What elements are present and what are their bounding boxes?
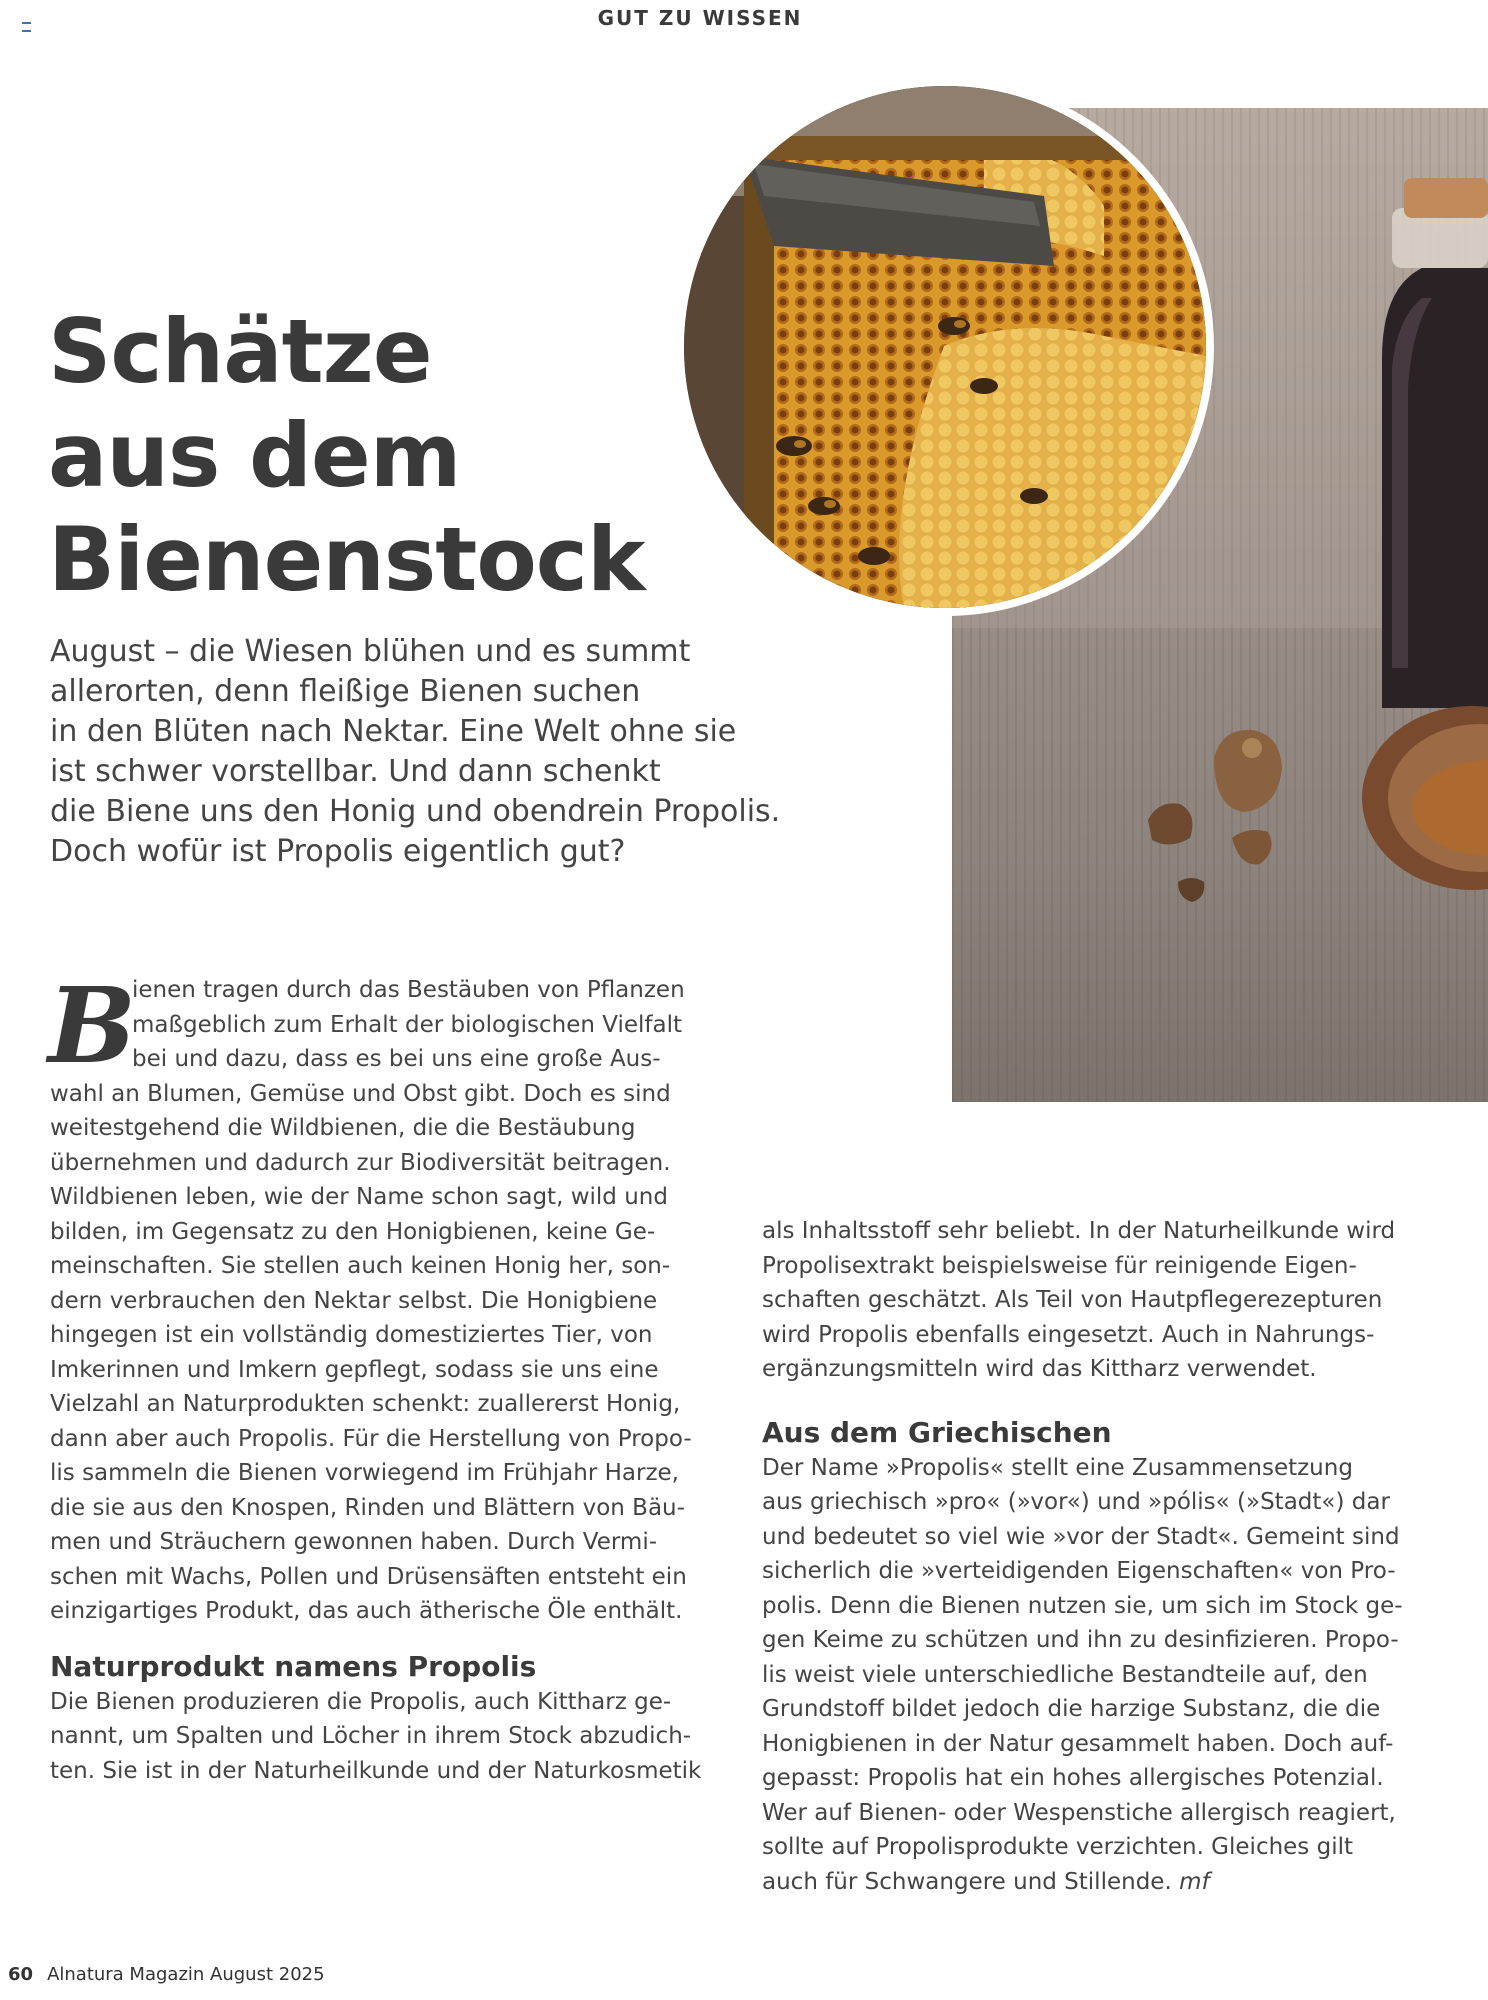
intro-text [50,632,810,872]
headline-line: aus dem [48,404,461,507]
body-line: schen mit Wachs, Pollen und Drüsensäften entsteht ein [50,1563,687,1590]
intro-line: die Biene uns den Honig und obendrein Propolis. [50,794,781,829]
body-line: bei und dazu, dass es bei uns eine große Aus- [132,1046,661,1072]
body-line: übernehmen und dadurch zur Biodiversität beitragen. [50,1149,671,1176]
body-line: Propolisextrakt beispielsweise für reinigende Eigen- [762,1252,1357,1279]
page-number: 60 [8,1964,34,1985]
subheading-greek: Aus dem Griechischen [762,1415,1112,1449]
body-line: und bedeutet so viel wie »vor der Stadt«. Gemeint sind [762,1523,1400,1550]
body-line: Vielzahl an Naturprodukten schenkt: zuallererst Honig, [50,1391,681,1417]
body-line: lis weist viele unterschiedliche Bestandteile auf, den [762,1661,1368,1688]
headline [48,300,645,612]
body-line-last [762,1865,1412,1900]
body-line: Der Name »Propolis« stellt eine Zusammensetzung [762,1454,1353,1481]
honeycomb-photo [676,78,1214,616]
body-line: ten. Sie ist in der Naturheilkunde und der Naturkosmetik [50,1757,702,1784]
body-line: gen Keime zu schützen und ihn zu desinfizieren. Propo- [762,1627,1399,1653]
body-line: Grundstoff bildet jedoch die harzige Substanz, die die [762,1696,1381,1722]
body-line: ienen tragen durch das Bestäuben von Pflanzen [132,977,685,1003]
body-line: einzigartiges Produkt, das auch ätherische Öle enthält. [50,1598,683,1624]
body-line: bilden, im Gegensatz zu den Honigbienen, keine Ge- [50,1218,656,1245]
body-line: Imkerinnen und Imkern gepflegt, sodass sie uns eine [50,1356,659,1383]
intro-line: allerorten, denn fleißige Bienen suchen [50,674,641,709]
body-line: nannt, um Spalten und Löcher in ihrem Stock abzudich- [50,1723,692,1749]
intro-line: in den Blüten nach Nektar. Eine Welt ohne sie [50,714,737,749]
body-line: men und Sträuchern gewonnen haben. Durch Vermi- [50,1529,658,1555]
subheading-propolis: Naturprodukt namens Propolis [50,1649,537,1683]
headline-line: Schätze [48,300,432,403]
intro-line: Doch wofür ist Propolis eigentlich gut? [50,834,626,869]
body-line: hingegen ist ein vollständig domestiziertes Tier, von [50,1322,653,1348]
body-line: dann aber auch Propolis. Für die Herstellung von Propo- [50,1425,692,1452]
body-line: ergänzungsmitteln wird das Kittharz verwendet. [762,1356,1317,1382]
body-line: schaften geschätzt. Als Teil von Hautpflegerezepturen [762,1287,1383,1313]
body-line: weitestgehend die Wildbienen, die die Bestäubung [50,1115,636,1141]
body-line: lis sammeln die Bienen vorwiegend im Frühjahr Harze, [50,1460,679,1486]
publication-name: Alnatura Magazin August 2025 [47,1964,325,1985]
body-line: als Inhaltsstoff sehr beliebt. In der Naturheilkunde wird [762,1218,1396,1244]
body-line: die sie aus den Knospen, Rinden und Blättern von Bäu- [50,1494,685,1521]
body-line: gepasst: Propolis hat ein hohes allergisches Potenzial. [762,1765,1384,1791]
body-line: Wer auf Bienen- oder Wespenstiche allergisch reagiert, [762,1799,1396,1826]
body-line: meinschaften. Sie stellen auch keinen Honig her, son- [50,1253,671,1279]
body-column-left [50,973,700,1788]
section-label: GUT ZU WISSEN [597,6,803,30]
body-line: maßgeblich zum Erhalt der biologischen Vielfalt [132,1011,683,1038]
body-line: wird Propolis ebenfalls eingesetzt. Auch in Nahrungs- [762,1321,1375,1348]
body-column-right [762,1214,1412,1899]
body-line: wahl an Blumen, Gemüse und Obst gibt. Doch es sind [50,1080,671,1107]
last-line-text: auch für Schwangere und Stillende. [762,1868,1172,1895]
body-line: sollte auf Propolisprodukte verzichten. Gleiches gilt [762,1834,1354,1860]
body-line: dern verbrauchen den Nektar selbst. Die Honigbiene [50,1287,658,1314]
body-line: sicherlich die »verteidigenden Eigenschaften« von Pro- [762,1558,1396,1584]
intro-line: ist schwer vorstellbar. Und dann schenkt [50,754,661,789]
honeycomb-illustration [684,86,1206,608]
page-footer [8,1964,325,1985]
body-line: polis. Denn die Bienen nutzen sie, um sich im Stock ge- [762,1592,1403,1619]
body-line: Honigbienen in der Natur gesammelt haben. Doch auf- [762,1730,1394,1757]
headline-line: Bienenstock [48,508,645,611]
dropcap: B [48,964,136,1087]
body-line: Wildbienen leben, wie der Name schon sagt, wild und [50,1184,668,1210]
intro-line: August – die Wiesen blühen und es summt [50,634,691,669]
body-line: aus griechisch »pro« (»vor«) und »pólis« (»Stadt«) dar [762,1489,1390,1515]
body-line: Die Bienen produzieren die Propolis, auch Kittharz ge- [50,1688,672,1715]
author-signature: mf [1179,1868,1210,1895]
